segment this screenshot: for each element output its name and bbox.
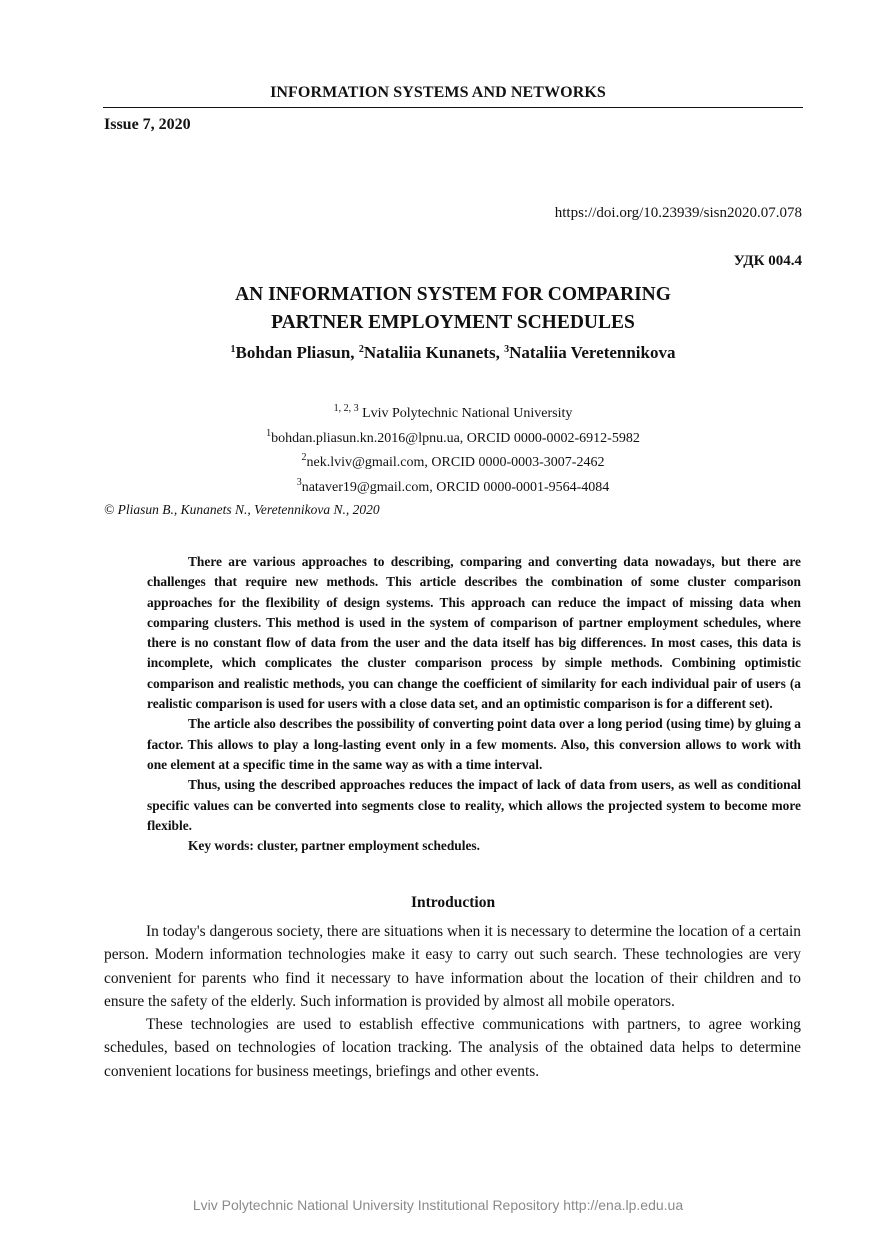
abstract-paragraph-2: The article also describes the possibility of converting point data over a long period (using time) by gluing a factor. This allows to play a long-lasting event only in a few moments. Also, this conversion allows to work with one element at a specific time in the same way as with a time interval. xyxy=(147,716,801,772)
abstract xyxy=(147,552,801,856)
introduction-body xyxy=(104,920,801,1083)
contact-1-sup: 1 xyxy=(266,427,272,439)
contact-3-sup: 3 xyxy=(296,476,302,488)
author-list xyxy=(0,343,876,363)
paper-title xyxy=(0,281,876,337)
introduction-paragraph-2: These technologies are used to establish effective communications with partners, to agree working schedules, based on technologies of location tracking. The analysis of the obtained data helps to determine convenient locations for business meetings, briefings and other events. xyxy=(104,1016,801,1080)
author-2-sup: 2 xyxy=(358,344,364,355)
udk-code: УДК 004.4 xyxy=(733,253,802,269)
paper-title-line-1: AN INFORMATION SYSTEM FOR COMPARING xyxy=(235,284,671,305)
affiliation-contact-1 xyxy=(0,424,876,449)
affiliation-institution-name: Lviv Polytechnic National University xyxy=(362,406,573,421)
author-3-name: Nataliia Veretennikova xyxy=(509,343,676,362)
keywords: Key words: cluster, partner employment schedules. xyxy=(188,838,480,854)
doi-link[interactable]: https://doi.org/10.23939/sisn2020.07.078 xyxy=(554,205,802,221)
affiliation-block xyxy=(0,399,876,497)
affiliation-contact-3 xyxy=(0,473,876,498)
author-1-sup: 1 xyxy=(230,344,236,355)
introduction-paragraph-1: In today's dangerous society, there are situations when it is necessary to determine the location of a certain person. Modern information technologies make it easy to carry out such search. These technologies are very convenient for parents who find it necessary to have information about the location of their children and to ensure the safety of the elderly. Such information is provided by almost all mobile operators. xyxy=(104,923,801,1010)
issue-label: Issue 7, 2020 xyxy=(104,116,191,133)
header-rule xyxy=(103,107,803,108)
contact-2-text: nek.lviv@gmail.com, ORCID 0000-0003-3007-2462 xyxy=(306,455,605,471)
contact-3-text: nataver19@gmail.com, ORCID 0000-0001-9564-4084 xyxy=(301,479,610,495)
contact-2-sup: 2 xyxy=(301,452,307,464)
author-3-sup: 3 xyxy=(504,344,510,355)
author-2-name: Nataliia Kunanets, xyxy=(363,343,500,362)
contact-1-text: bohdan.pliasun.kn.2016@lpnu.ua, ORCID 0000-0002-6912-5982 xyxy=(271,430,640,446)
abstract-paragraph-3: Thus, using the described approaches reduces the impact of lack of data from users, as well as conditional specific values can be converted into segments close to reality, which allows the projected system to become more flexible. xyxy=(147,777,801,833)
journal-title: INFORMATION SYSTEMS AND NETWORKS xyxy=(270,84,606,101)
affiliation-contact-2 xyxy=(0,448,876,473)
affiliation-sup: 1, 2, 3 xyxy=(333,403,359,414)
repository-footer: Lviv Polytechnic National University Institutional Repository http://ena.lp.edu.ua xyxy=(192,1197,684,1213)
affiliation-institution xyxy=(0,399,876,424)
author-1-name: Bohdan Pliasun, xyxy=(235,343,355,362)
copyright-notice: © Pliasun B., Kunanets N., Veretennikova N., 2020 xyxy=(104,502,380,517)
introduction-heading: Introduction xyxy=(410,894,496,911)
paper-title-line-2: PARTNER EMPLOYMENT SCHEDULES xyxy=(271,312,635,333)
abstract-paragraph-1: There are various approaches to describing, comparing and converting data nowadays, but there are challenges that require new methods. This article describes the combination of some cluster comparison approaches for the flexibility of design systems. This approach can reduce the impact of missing data when comparing clusters. This method is used in the system of comparison of partner employment schedules, where there is no constant flow of data from the user and the data itself has big differences. In most cases, this data is incomplete, which complicates the cluster comparison process by simple methods. Combining optimistic comparison and realistic methods, you can change the coefficient of similarity for each individual pair of users (a realistic comparison is used for users with a close data set, and an optimistic comparison is for a different set). xyxy=(147,554,801,712)
